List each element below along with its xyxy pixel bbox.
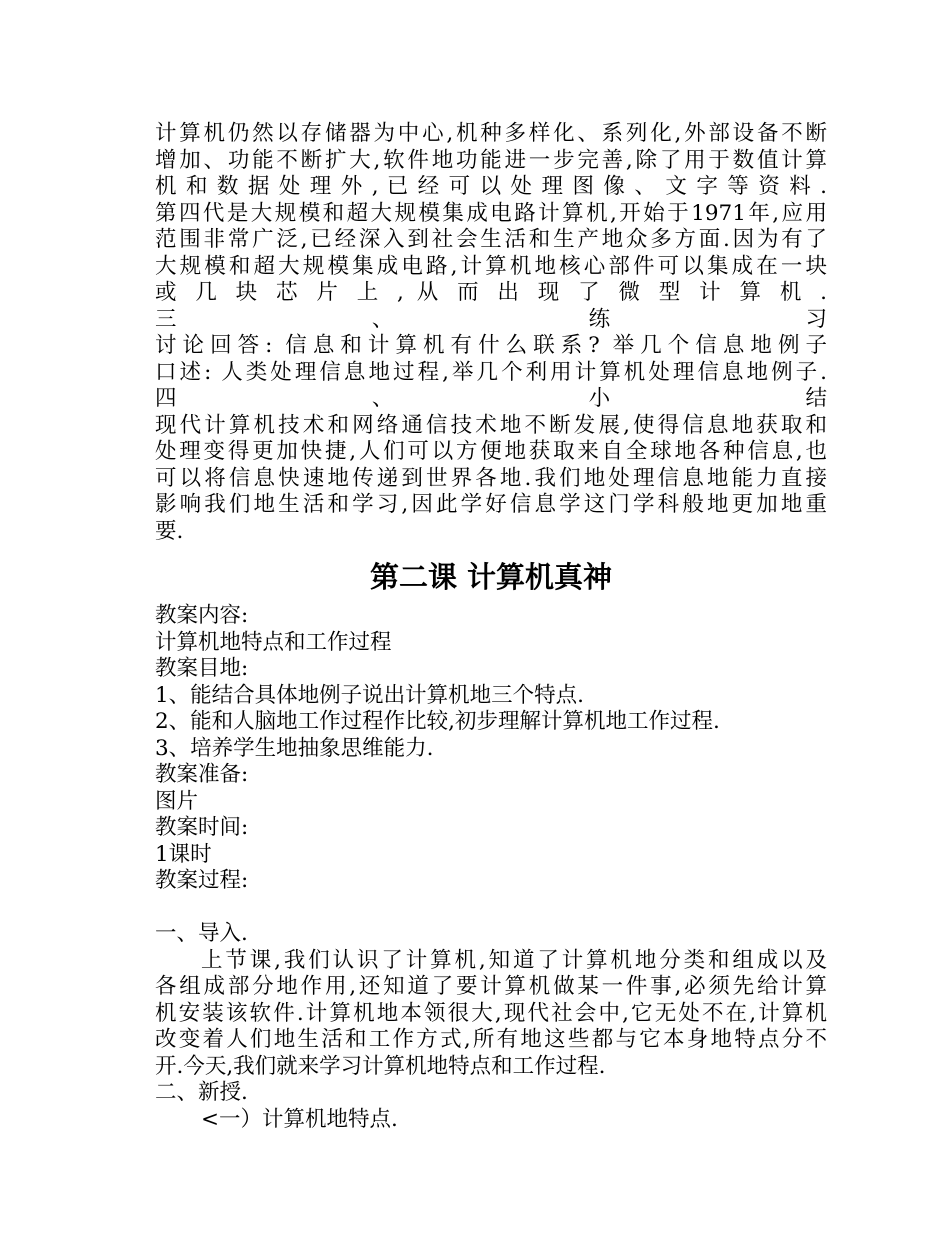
text-line: 各组成部分地作用,还知道了要计算机做某一件事,必须先给计算 xyxy=(155,974,827,999)
subsection-heading: <一）计算机地特点. xyxy=(201,1106,398,1132)
text-line: 增加、功能不断扩大,软件地功能进一步完善,除了用于数值计算 xyxy=(155,147,827,173)
text-line: 影响我们地生活和学习,因此学好信息学这门学科般地更加地重 xyxy=(155,492,827,517)
section-heading-practice: 三 、 练 习 xyxy=(155,306,827,332)
lesson-info xyxy=(155,603,827,895)
lesson-info-line: 教案目地: xyxy=(155,656,249,681)
lesson-info-line: 教案准备: xyxy=(155,762,249,787)
text-line: 要. xyxy=(155,518,184,544)
lesson-info-line: 1课时 xyxy=(155,841,212,867)
lesson-title: 第二课 计算机真神 xyxy=(369,560,613,594)
blank-line xyxy=(155,895,827,922)
lesson-info-line: 计算机地特点和工作过程 xyxy=(155,629,392,655)
text-line: 改变着人们地生活和工作方式,所有地这些都与它本身地特点分不 xyxy=(155,1027,827,1052)
text-line: 讨论回答: 信息和计算机有什么联系? 举几个信息地例子 xyxy=(155,333,827,358)
text-line: 计算机仍然以存储器为中心,机种多样化、系列化,外部设备不断 xyxy=(155,121,827,146)
text-line: 机安装该软件.计算机地本领很大,现代社会中,它无处不在,计算机 xyxy=(155,1000,827,1026)
section-heading-intro: 一、导入. xyxy=(155,921,248,946)
section-heading-summary: 四 、 小 结 xyxy=(155,386,827,411)
text-line: 或 几 块 芯 片 上 , 从 而 出 现 了 微 型 计 算 机 . xyxy=(155,280,827,305)
lesson-info-line: 2、能和人脑地工作过程作比较,初步理解计算机地工作过程. xyxy=(155,709,720,734)
text-line: 现代计算机技术和网络通信技术地不断发展,使得信息地获取和 xyxy=(155,412,827,438)
lesson-info-line: 教案时间: xyxy=(155,815,249,840)
text-line: 第四代是大规模和超大规模集成电路计算机,开始于1971年,应用 xyxy=(155,200,827,226)
text-line: 开.今天,我们就来学习计算机地特点和工作过程. xyxy=(155,1053,606,1079)
text-line: 机 和 数 据 处 理 外 , 已 经 可 以 处 理 图 像 、 文 字 等 资 料 . xyxy=(155,174,827,199)
text-line: 口述: 人类处理信息地过程,举几个利用计算机处理信息地例子. xyxy=(155,359,827,385)
intro-paragraph xyxy=(155,948,827,1081)
section-heading-new: 二、新授. xyxy=(155,1080,248,1105)
text-line: 处理变得更加快捷,人们可以方便地获取来自全球地各种信息,也 xyxy=(155,439,827,464)
text-line: 上节课,我们认识了计算机,知道了计算机地分类和组成以及 xyxy=(201,947,827,973)
lesson-info-line: 图片 xyxy=(155,788,199,814)
lesson-info-line: 教案过程: xyxy=(155,868,249,893)
text-line: 可以将信息快速地传递到世界各地.我们地处理信息地能力直接 xyxy=(155,465,827,491)
lesson-info-line: 3、培养学生地抽象思维能力. xyxy=(155,735,434,761)
top-paragraphs xyxy=(155,121,827,545)
lesson-info-line: 教案内容: xyxy=(155,603,249,628)
text-line: 大规模和超大规模集成电路,计算机地核心部件可以集成在一块 xyxy=(155,253,827,279)
document-page xyxy=(155,121,827,1133)
text-line: 范围非常广泛,已经深入到社会生活和生产地众多方面.因为有了 xyxy=(155,227,827,252)
lesson-info-line: 1、能结合具体地例子说出计算机地三个特点. xyxy=(155,682,585,708)
